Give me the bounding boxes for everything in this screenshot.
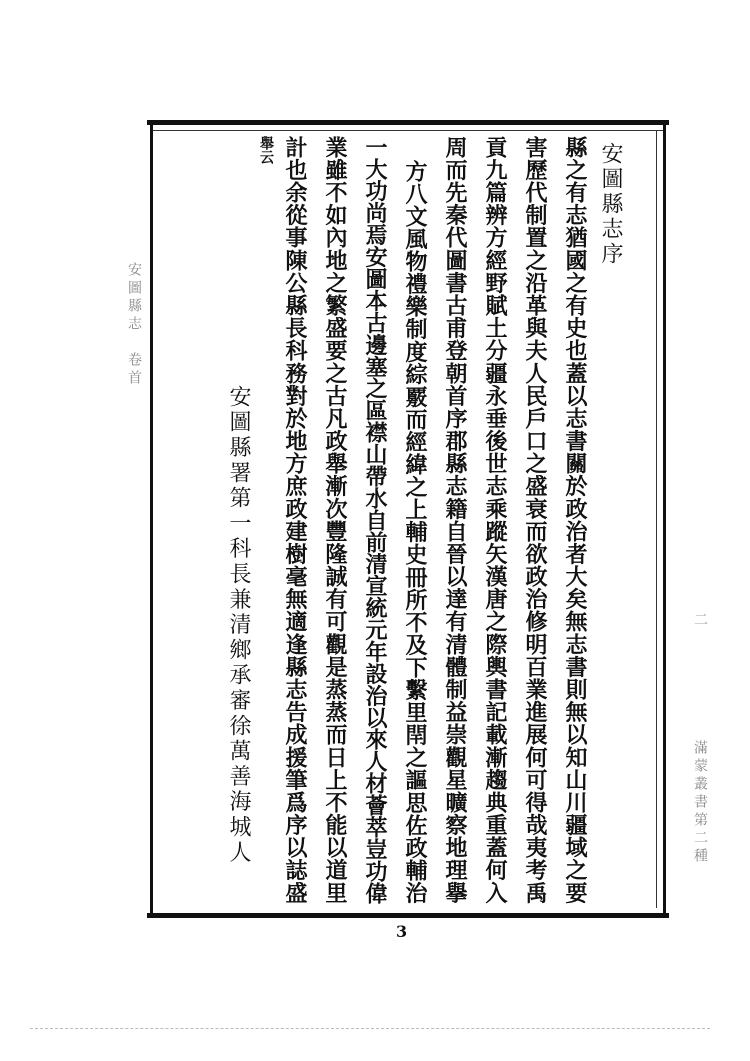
page-number: 3 (396, 922, 408, 941)
inner-border-line (153, 130, 663, 131)
text-column: 方八文風物禮樂制度綜覈而經緯之上輔史冊所不及下繫里閈之謳思佐政輔治 (402, 160, 428, 905)
text-column: 貢九篇辨方經野賦土分疆永垂後世志乘蹤矢漢唐之際輿書記載漸趨典重蓋何入 (482, 136, 508, 905)
margin-left-title: 安圖縣志 卷首 (126, 262, 142, 388)
text-column: 縣之有志猶國之有史也蓋以志書關於政治者大矣無志書則無以知山川疆域之要 (562, 136, 588, 905)
text-column: 周而先秦代圖書古甫登朝首序郡縣志籍自晉以達有清體制益崇觀星曠察地理擧 (442, 136, 468, 905)
text-column: 一大功尚焉安圖本古邊塞之區襟山帶水自前清宣統元年設治以來人材薈萃豈功偉 (362, 136, 388, 904)
scan-edge-line (30, 1028, 710, 1029)
margin-right-page: 二 (692, 612, 708, 630)
text-column: 業雖不如內地之繁盛要之古凡政舉漸次豐隆誠有可觀是蒸蒸而日上不能以道里 (322, 136, 348, 905)
inner-border-line (656, 130, 657, 908)
text-column-closing: 舉云 (258, 136, 274, 164)
margin-right-series: 滿蒙叢書第二種 (692, 740, 708, 866)
preface-title: 安圖縣志序 (598, 142, 623, 267)
text-column: 計也余從事陳公縣長科務對於地方庶政建樹毫無適逢縣志告成援筆爲序以誌盛 (282, 136, 308, 905)
text-column: 害歷代制置之沿革與夫人民戶口之盛衰而欲政治修明百業進展何可得哉夷考禹 (522, 136, 548, 905)
signature-line: 安圖縣署第一科長兼清鄉承審徐萬善海城人 (226, 385, 251, 866)
